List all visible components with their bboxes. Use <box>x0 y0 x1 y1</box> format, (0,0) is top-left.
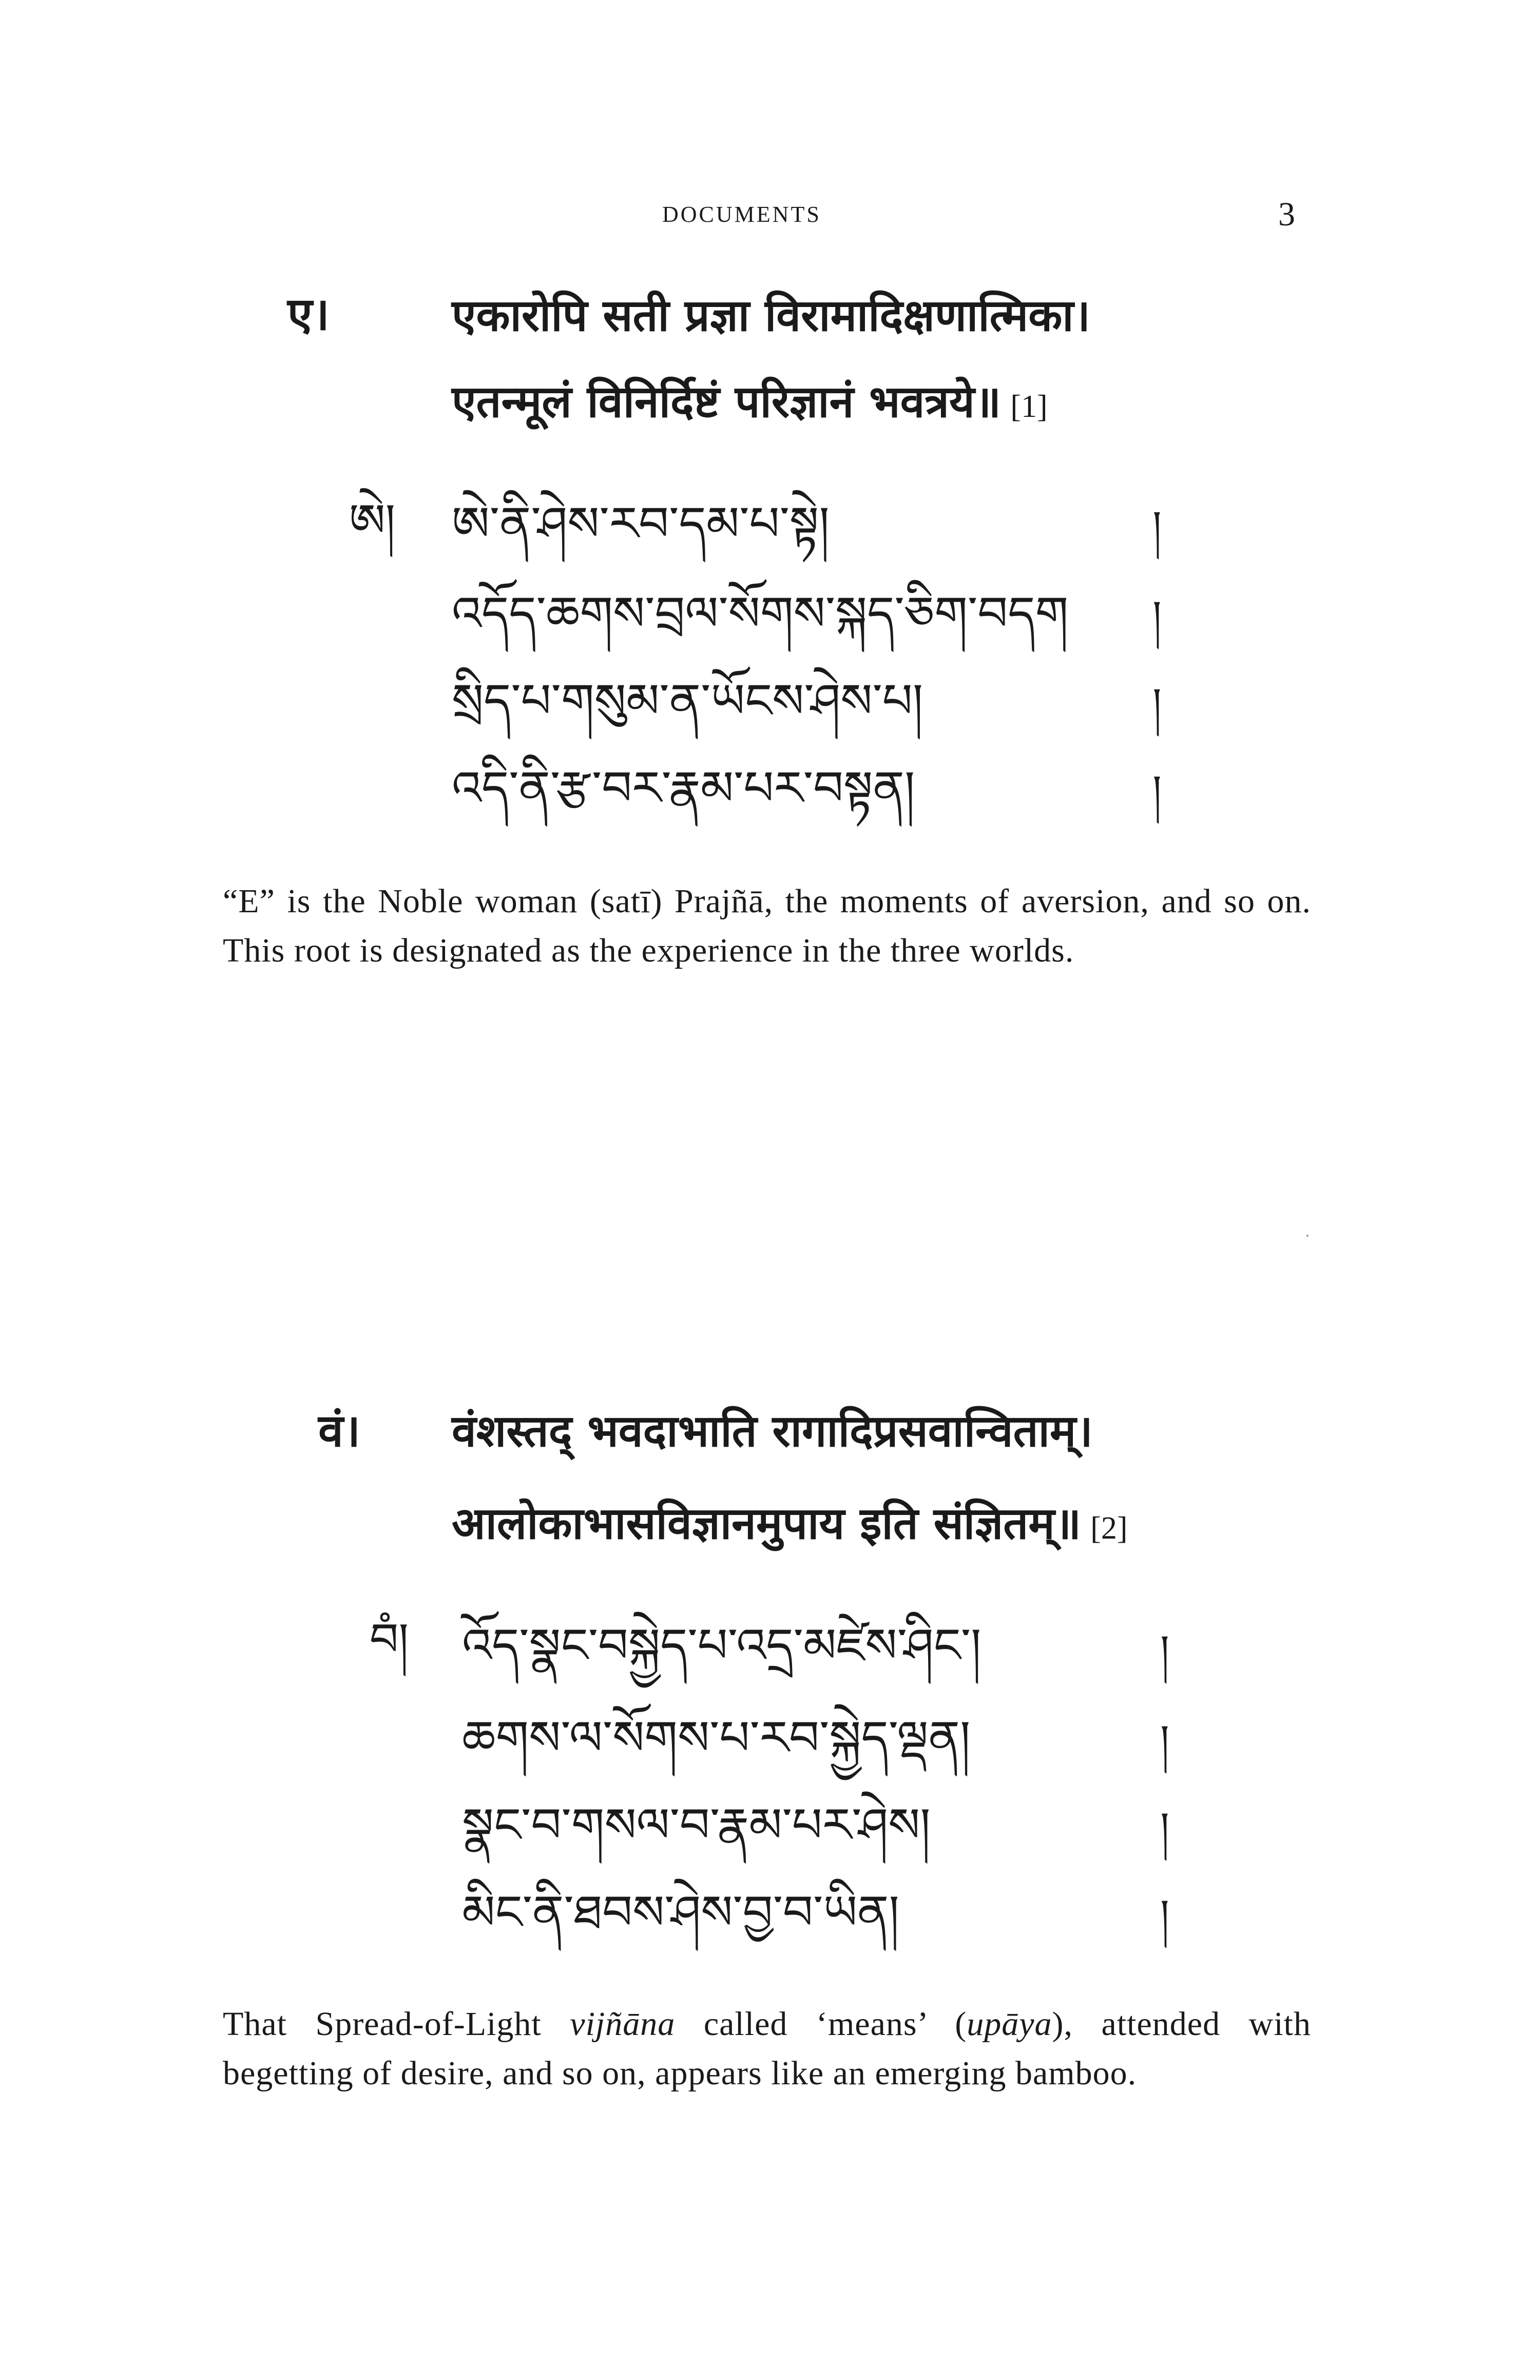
verse2-sanskrit-marker: वं। <box>318 1407 361 1456</box>
verse1-tibetan-marker: ཨེ། <box>349 494 396 547</box>
verse2-sanskrit-line-1: वंशस्तद् भवदाभाति रागादिप्रसवान्विताम्। <box>452 1406 1093 1457</box>
verse1-sanskrit-line-2 <box>452 376 1048 428</box>
running-head: DOCUMENTS <box>662 202 821 227</box>
verse2-translation-post: ), attended with begetting of desire, and so on, appears like an emerging bamboo. <box>223 2005 1311 2092</box>
verse1-danda-3: ། <box>1152 679 1162 727</box>
page-number: 3 <box>1278 196 1295 233</box>
verse2-number: [2] <box>1090 1511 1128 1546</box>
verse2-tibetan-line-1: འོད་སྣང་བསྐྱེད་པ་འདྲ་མཛེས་ཤིང་། <box>462 1618 981 1673</box>
verse2-tibetan-line-4: མིང་ནི་ཐབས་ཤེས་བྱ་བ་ཡིན། <box>462 1885 899 1940</box>
verse1-translation: “E” is the Noble woman (satī) Prajñā, the moments of aversion, and so on. This root is designated as the experience in the three worlds. <box>223 882 1311 969</box>
verse1-danda-2: ། <box>1152 592 1162 640</box>
verse2-term-vijnana: vijñāna <box>570 2005 676 2043</box>
verse1-tibetan-line-4: འདི་ནི་རྩ་བར་རྣམ་པར་བསྟན། <box>452 761 915 816</box>
verse1-sanskrit-line-2-text: एतन्मूलं विनिर्दिष्टं परिज्ञानं भवत्रये॥ <box>452 376 1002 428</box>
verse1-tibetan-line-2: འདོད་ཆགས་བྲལ་སོགས་སྐད་ཅིག་བདག <box>452 586 1069 641</box>
verse2-danda-2: ། <box>1160 1716 1169 1764</box>
verse2-sanskrit-line-2-text: आलोकाभासविज्ञानमुपाय इति संज्ञितम्॥ <box>452 1498 1082 1549</box>
verse2-tibetan-marker: བཾ། <box>370 1613 409 1666</box>
verse2-translation-pre: That Spread-of-Light <box>223 2005 570 2043</box>
verse1-sanskrit-marker: ए। <box>287 290 330 340</box>
verse2-term-upaya: upāya <box>967 2005 1052 2043</box>
verse2-translation <box>223 2000 1311 2098</box>
scan-speck <box>1306 1235 1308 1237</box>
verse1-sanskrit-line-1: एकारोपि सती प्रज्ञा विरामादिक्षणात्मिका। <box>452 290 1091 341</box>
verse2-danda-4: ། <box>1160 1891 1169 1938</box>
verse1-tibetan-line-1: ཨེ་ནི་ཤེས་རབ་དམ་པ་སྟེ། <box>452 496 830 551</box>
verse2-sanskrit-line-2 <box>452 1498 1128 1549</box>
verse2-translation-mid: called ‘means’ ( <box>675 2005 967 2043</box>
verse1-tibetan-line-3: སྲིད་པ་གསུམ་ན་ཡོངས་ཤེས་པ། <box>452 674 923 728</box>
verse2-danda-1: ། <box>1160 1626 1169 1674</box>
verse1-danda-4: ། <box>1152 766 1162 814</box>
verse2-tibetan-line-3: སྣང་བ་གསལ་བ་རྣམ་པར་ཤེས། <box>462 1798 931 1853</box>
verse2-danda-3: ། <box>1160 1803 1169 1851</box>
verse1-number: [1] <box>1010 389 1048 424</box>
verse1-danda-1: ། <box>1152 502 1162 550</box>
verse2-tibetan-line-2: ཆགས་ལ་སོགས་པ་རབ་སྐྱེད་ལྡན། <box>462 1711 971 1765</box>
